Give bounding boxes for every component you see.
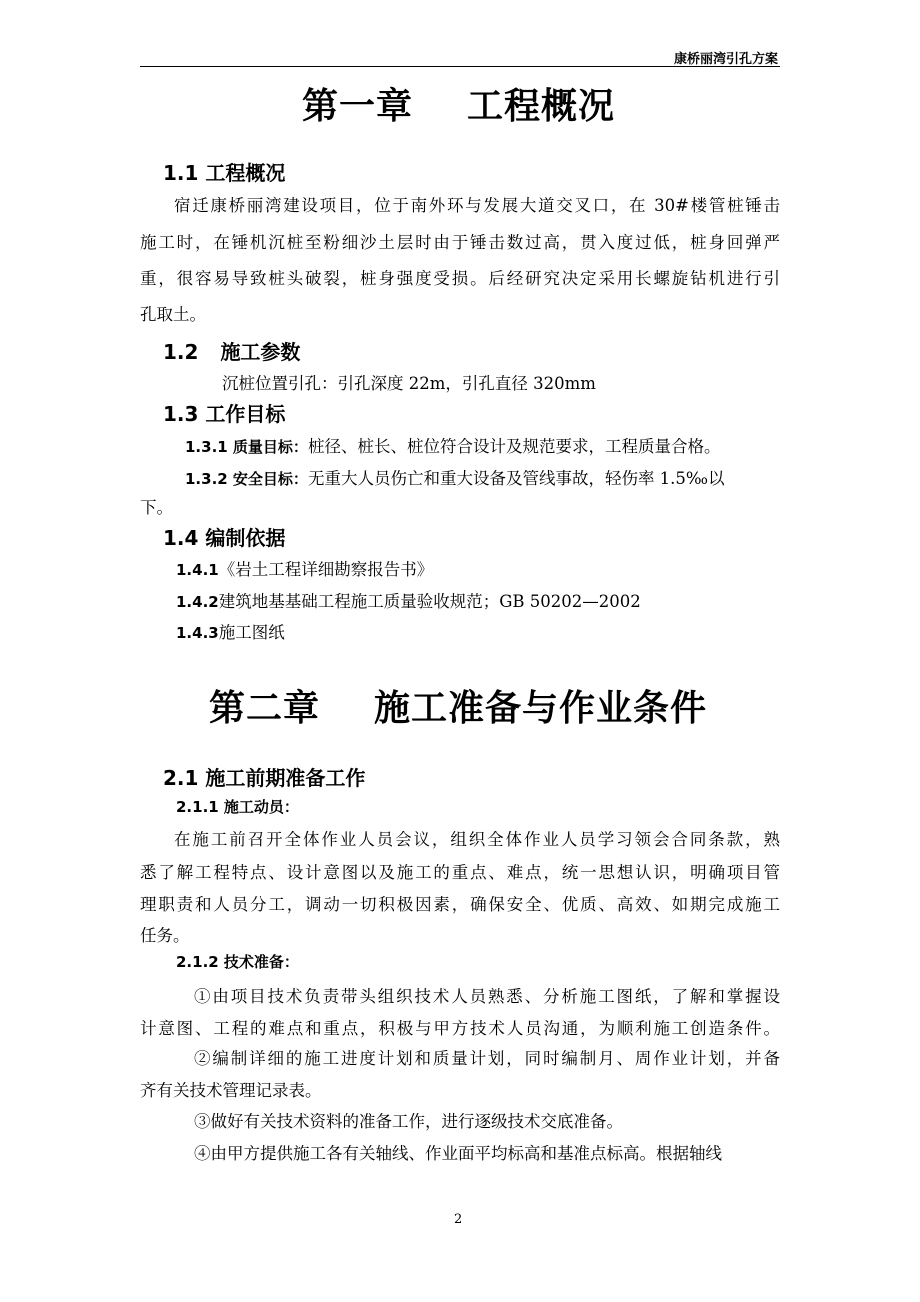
item-1-4-3-label: 1.4.3 xyxy=(176,624,219,642)
item-1-4-1 xyxy=(176,556,433,580)
section-1-1-line-4: 孔取土。 xyxy=(140,305,206,324)
section-1-4-heading: 1.4 编制依据 xyxy=(163,526,286,550)
section-2-1-1-line-2: 悉了解工程特点、设计意图以及施工的重点、难点，统一思想认识，明确项目管 xyxy=(140,863,780,882)
item-1-4-2-text: 建筑地基基础工程施工质量验收规范；GB 50202—2002 xyxy=(218,592,641,611)
page-number: 2 xyxy=(454,1212,463,1227)
header-rule xyxy=(140,66,780,67)
item-1-4-1-label: 1.4.1 xyxy=(176,561,219,579)
item-1-3-2-continuation: 下。 xyxy=(140,498,173,517)
tech-item-3: ③做好有关技术资料的准备工作，进行逐级技术交底准备。 xyxy=(194,1112,623,1131)
tech-item-1-line-2: 计意图、工程的难点和重点，积极与甲方技术人员沟通，为顺利施工创造条件。 xyxy=(140,1019,780,1038)
chapter-2-name: 施工准备与作业条件 xyxy=(374,688,708,729)
section-1-1-line-3: 重，很容易导致桩头破裂，桩身强度受损。后经研究决定采用长螺旋钻机进行引 xyxy=(140,269,780,288)
section-1-2-text: 沉桩位置引孔：引孔深度 22m，引孔直径 320mm xyxy=(222,374,596,393)
item-1-3-2-text: 无重大人员伤亡和重大设备及管线事故，轻伤率 1.5‰以 xyxy=(307,469,725,488)
item-1-3-2-label: 1.3.2 安全目标： xyxy=(185,470,308,488)
section-2-1-heading: 2.1 施工前期准备工作 xyxy=(163,766,366,790)
item-1-4-3 xyxy=(176,619,285,643)
section-2-1-2-label: 2.1.2 技术准备： xyxy=(176,953,299,971)
section-1-1-line-2: 施工时，在锤机沉桩至粉细沙土层时由于锤击数过高，贯入度过低，桩身回弹严 xyxy=(140,233,780,252)
tech-item-2-line-1: ②编制详细的施工进度计划和质量计划，同时编制月、周作业计划，并备 xyxy=(194,1049,780,1068)
item-1-4-2 xyxy=(176,588,641,612)
item-1-3-1 xyxy=(185,433,720,457)
section-1-2-title: 施工参数 xyxy=(220,340,301,364)
item-1-3-2 xyxy=(185,465,725,489)
item-1-3-1-label: 1.3.1 质量目标： xyxy=(185,438,308,456)
item-1-4-2-label: 1.4.2 xyxy=(176,593,219,611)
section-1-2-number: 1.2 xyxy=(163,340,199,364)
section-2-1-1-line-3: 理职责和人员分工，调动一切积极因素，确保安全、优质、高效、如期完成施工 xyxy=(140,895,780,914)
item-1-4-1-text: 《岩土工程详细勘察报告书》 xyxy=(218,560,434,579)
section-1-1-heading: 1.1 工程概况 xyxy=(163,161,286,185)
tech-item-1-line-1: ①由项目技术负责带头组织技术人员熟悉、分析施工图纸，了解和掌握设 xyxy=(194,987,780,1006)
item-1-3-1-text: 桩径、桩长、桩位符合设计及规范要求，工程质量合格。 xyxy=(307,437,721,456)
document-header-title: 康桥丽湾引孔方案 xyxy=(673,52,778,67)
chapter-2-number: 第二章 xyxy=(209,688,321,729)
section-2-1-1-line-1: 在施工前召开全体作业人员会议，组织全体作业人员学习领会合同条款，熟 xyxy=(174,830,780,849)
chapter-1-name: 工程概况 xyxy=(467,86,616,127)
tech-item-2-line-2: 齐有关技术管理记录表。 xyxy=(140,1081,322,1100)
section-1-1-line-1: 宿迁康桥丽湾建设项目，位于南外环与发展大道交叉口，在 30#楼管桩锤击 xyxy=(174,196,780,215)
chapter-1-number: 第一章 xyxy=(302,86,414,127)
section-1-2-heading xyxy=(163,336,300,365)
section-1-3-heading: 1.3 工作目标 xyxy=(163,402,286,426)
chapter-2-title xyxy=(209,680,707,731)
tech-item-4: ④由甲方提供施工各有关轴线、作业面平均标高和基准点标高。根据轴线 xyxy=(194,1144,722,1163)
section-2-1-1-line-4: 任务。 xyxy=(140,926,190,945)
section-2-1-1-label: 2.1.1 施工动员： xyxy=(176,798,299,816)
chapter-1-title xyxy=(302,78,615,129)
item-1-4-3-text: 施工图纸 xyxy=(218,623,285,642)
